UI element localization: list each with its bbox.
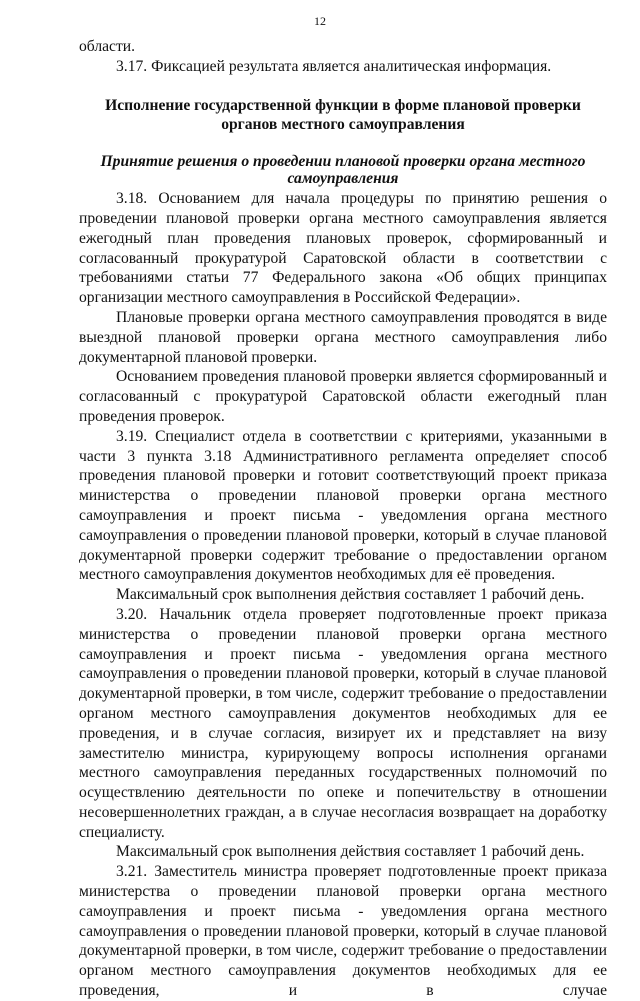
paragraph-3-21: 3.21. Заместитель министра проверяет подготовленные проект приказа министерства о проведении плановой проверки органа местного самоуправления и проект письма - уведомления органа местного самоуправления о проведении плановой проверки, который в случае плановой документарной проверки, в том числе, содержит требование о предоставлении органом местного самоуправления документов необходимых для ее проведения, и в случае <box>79 863 607 1000</box>
paragraph-planned-checks: Плановые проверки органа местного самоуправления проводятся в виде выездной плановой проверки органа местного самоуправления либо документарной плановой проверки. <box>79 308 607 366</box>
paragraph-3-17: 3.17. Фиксацией результата является аналитическая информация. <box>116 57 552 75</box>
subsection-heading: Принятие решения о проведении плановой проверки органа местного самоуправления <box>100 153 586 188</box>
page-number: 12 <box>314 14 326 28</box>
document-body <box>79 37 607 1001</box>
paragraph-deadline-1: Максимальный срок выполнения действия составляет 1 рабочий день. <box>116 586 585 604</box>
paragraph-basis: Основанием проведения плановой проверки является сформированный и согласованный с прокуратурой Саратовской области ежегодный план проведения проверок. <box>79 368 607 425</box>
paragraph-continuation: области. <box>79 38 136 55</box>
paragraph-3-19: 3.19. Специалист отдела в соответствии с критериями, указанными в части 3 пункта 3.18 Административного регламента определяет способ проведения плановой проверки и готовит соответствующий проект приказа министерства о проведении плановой проверки органа местного самоуправления и проект письма - уведомления органа местного самоуправления о проведении плановой проверки, который в случае плановой документарной проверки содержит требование о предоставлении органом местного самоуправления документов необходимых для её проведения. <box>79 427 607 584</box>
section-heading: Исполнение государственной функции в форме плановой проверки органов местного самоуправления <box>105 96 581 134</box>
paragraph-deadline-2: Максимальный срок выполнения действия составляет 1 рабочий день. <box>116 843 585 861</box>
paragraph-3-20: 3.20. Начальник отдела проверяет подготовленные проект приказа министерства о проведении плановой проверки органа местного самоуправления и проект письма - уведомления органа местного самоуправления о проведении плановой проверки, который в случае плановой документарной проверки, в том числе, содержит требование о предоставлении органом местного самоуправления документов необходимых для ее проведения, и в случае согласия, визирует их и представляет на визу заместителю министра, курирующему вопросы исполнения органами местного самоуправления переданных государственных полномочий по осуществлению деятельности по опеке и попечительству в отношении несовершеннолетних граждан, а в случае несогласия возвращает на доработку специалисту. <box>79 605 607 841</box>
paragraph-3-18: 3.18. Основанием для начала процедуры по принятию решения о проведении плановой проверки органа местного самоуправления является ежегодный план проведения плановых проверок, сформированный и согласованный прокуратурой Саратовской области в соответствии с требованиями статьи 77 Федерального закона «Об общих принципах организации местного самоуправления в Российской Федерации». <box>79 190 607 307</box>
